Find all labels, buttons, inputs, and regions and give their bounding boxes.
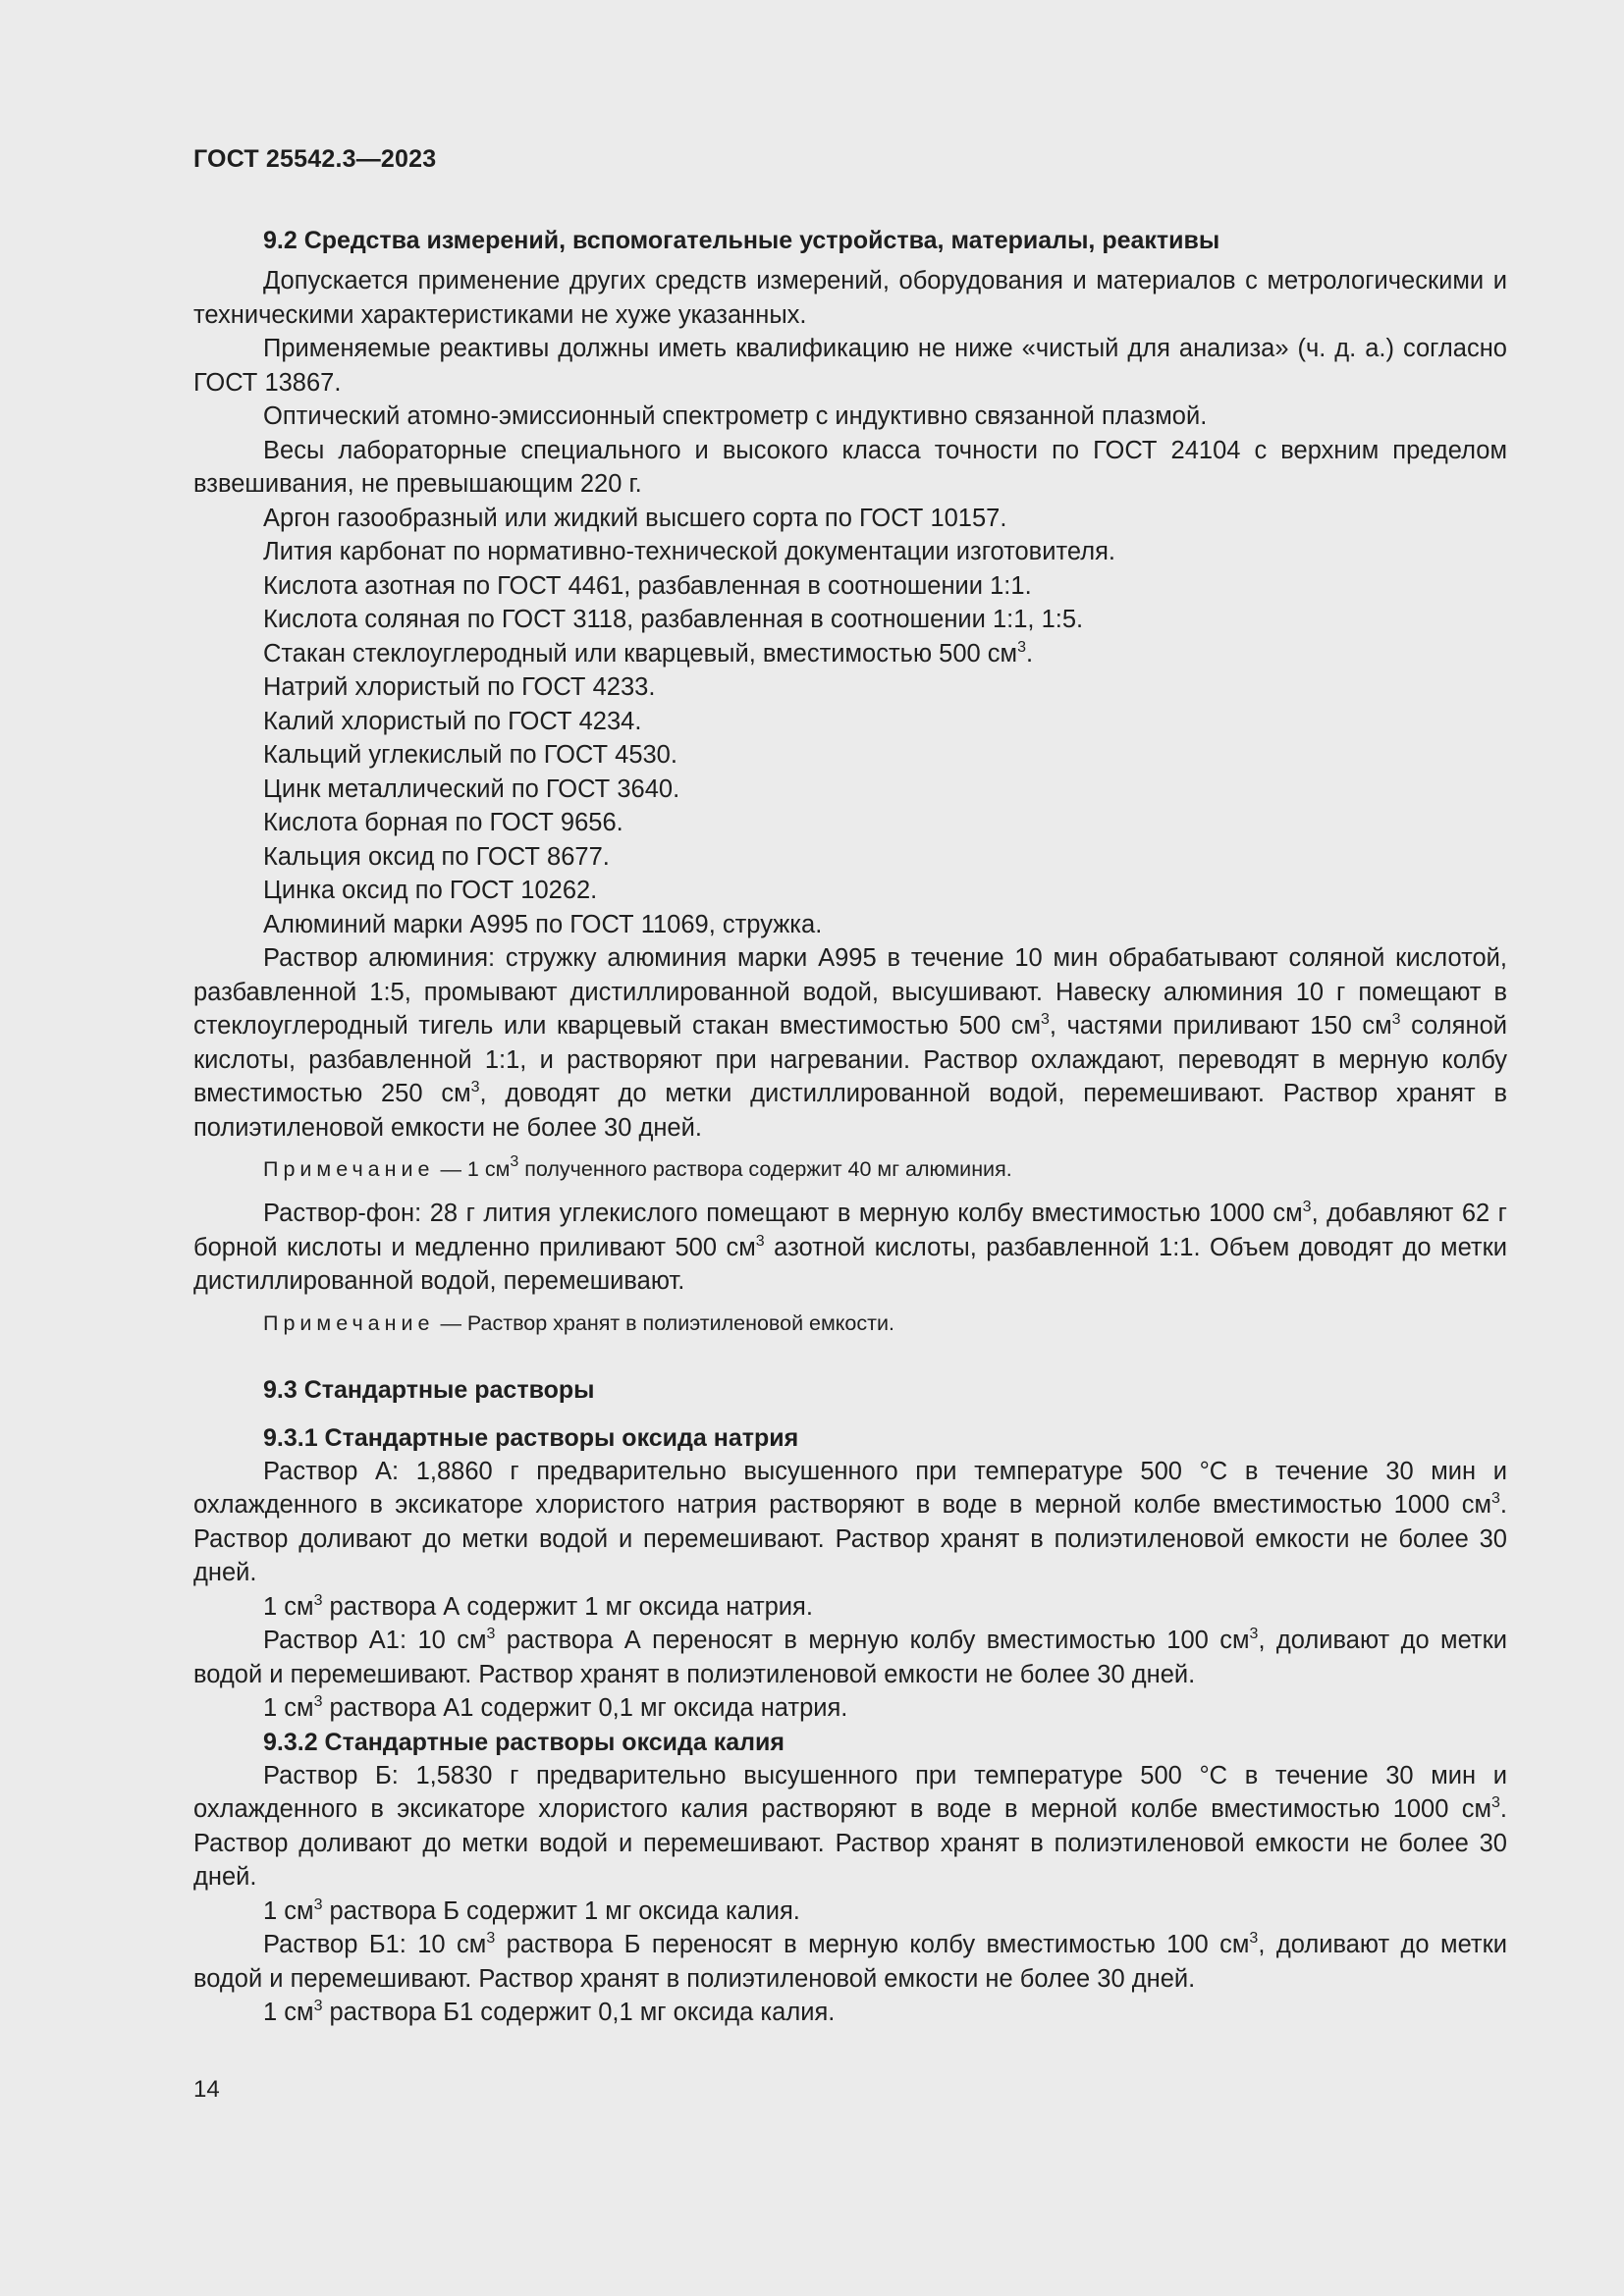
subsection-heading-9-3-2: 9.3.2 Стандартные растворы оксида калия [263,1728,785,1756]
solution-a1-content-text-1: 1 см [263,1694,314,1722]
paragraph-boric-acid: Кислота борная по ГОСТ 9656. [263,809,623,836]
paragraph-solution-a-content [193,1590,1507,1625]
background-solution-text-2: , добавляют 62 г борной кислоты и медленно приливают 500 см [193,1200,1507,1261]
solution-b-content-text-2: раствора Б содержит 1 мг оксида калия. [322,1896,800,1925]
paragraph-solution-a1 [193,1624,1507,1691]
solution-b1-text-2: раствора Б переносят в мерную колбу вместимостью 100 см [495,1931,1250,1958]
solution-a1-text-3: , доливают до метки водой и перемешивают. Раствор хранят в полиэтиленовой емкости не более 30 дней. [193,1627,1508,1688]
solution-b-text-1: Раствор Б: 1,5830 г предварительно высушенного при температуре 500 °С в течение 30 мин и охлажденного в эксикаторе хлористого калия растворяют в воде в мерной колбе вместимостью 1000 см [193,1761,1507,1823]
paragraph-nitric-acid: Кислота азотная по ГОСТ 4461, разбавленная в соотношении 1:1. [263,571,1032,600]
note-aluminium-text-2: полученного раствора содержит 40 мг алюминия. [518,1157,1012,1181]
solution-b1-text-3: , доливают до метки водой и перемешивают. Раствор хранят в полиэтиленовой емкости не более 30 дней. [193,1931,1507,1993]
aluminium-solution-text-4: , доводят до метки дистиллированной водой, перемешивают. Раствор хранят в полиэтиленовой емкости не более 30 дней. [193,1080,1507,1142]
cube-exponent: 3 [1491,1794,1500,1811]
solution-a-text-2: . Раствор доливают до метки водой и перемешивают. Раствор хранят в полиэтиленовой емкости не более 30 дней. [193,1491,1507,1586]
paragraph-solution-b1-content [193,1996,1507,2030]
solution-a-text-1: Раствор А: 1,8860 г предварительно высушенного при температуре 500 °С в течение 30 мин и охлажденного в эксикаторе хлористого натрия растворяют в воде в мерной колбе вместимостью 1000 см [193,1457,1507,1519]
section-heading-9-2: 9.2 Средства измерений, вспомогательные устройства, материалы, реактивы [263,227,1220,254]
solution-b1-content-text-2: раствора Б1 содержит 0,1 мг оксида калия. [322,1999,836,2026]
solution-b-text-2: . Раствор доливают до метки водой и перемешивают. Раствор хранят в полиэтиленовой емкости не более 30 дней. [193,1795,1507,1891]
beaker-text: Стакан стеклоуглеродный или кварцевый, вместимостью 500 см [263,639,1018,667]
paragraph-sodium-chloride: Натрий хлористый по ГОСТ 4233. [263,673,656,701]
paragraph-zinc-metal: Цинк металлический по ГОСТ 3640. [263,774,680,803]
paragraph-calcium-oxide: Кальция оксид по ГОСТ 8677. [263,842,610,871]
paragraph-solution-a [193,1455,1507,1590]
solution-b-content-text-1: 1 см [263,1896,314,1925]
paragraph-spectrometer: Оптический атомно-эмиссионный спектрометр с индуктивно связанной плазмой. [263,402,1208,430]
note-background-text: — Раствор хранят в полиэтиленовой емкости. [440,1310,894,1335]
note-aluminium-text-1: — 1 см [440,1157,511,1181]
paragraph-hydrochloric-acid: Кислота соляная по ГОСТ 3118, разбавленная в соотношении 1:1, 1:5. [263,606,1084,633]
solution-b1-text-1: Раствор Б1: 10 см [263,1931,487,1958]
solution-a1-content-text-2: раствора А1 содержит 0,1 мг оксида натрия. [322,1694,848,1722]
cube-exponent: 3 [510,1153,519,1170]
paragraph-argon: Аргон газообразный или жидкий высшего сорта по ГОСТ 10157. [263,504,1007,532]
cube-exponent: 3 [1491,1490,1500,1507]
cube-exponent: 3 [470,1079,480,1095]
solution-b1-content-text-1: 1 см [263,1999,314,2026]
paragraph-scales: Весы лабораторные специального и высокого класса точности по ГОСТ 24104 с верхним пределом взвешивания, не превышающим 220 г. [193,436,1507,498]
cube-exponent: 3 [313,1896,323,1913]
background-solution-text-1: Раствор-фон: 28 г лития углекислого помещают в мерную колбу вместимостью 1000 см [263,1200,1303,1227]
cube-exponent: 3 [313,1998,323,2014]
cube-exponent: 3 [1017,638,1026,656]
document-body [193,224,1507,2030]
beaker-text-end: . [1025,639,1034,667]
background-solution-text-3: азотной кислоты, разбавленной 1:1. Объем доводят до метки дистиллированной водой, перемешивают. [193,1233,1507,1295]
paragraph-calcium-carbonate: Кальций углекислый по ГОСТ 4530. [263,741,677,769]
paragraph-solution-a1-content [193,1691,1507,1726]
solution-a-content-text-2: раствора А содержит 1 мг оксида натрия. [322,1592,813,1621]
cube-exponent: 3 [1249,1626,1259,1642]
solution-a1-text-2: раствора А переносят в мерную колбу вместимостью 100 см [495,1627,1250,1654]
paragraph-background-solution [193,1197,1507,1299]
note-label: Примечание [263,1157,435,1181]
note-background-storage [193,1308,1507,1338]
aluminium-solution-text-2: , частями приливают 150 см [1049,1012,1392,1040]
paragraph-lithium-carbonate: Лития карбонат по нормативно-технической документации изготовителя. [263,538,1115,565]
paragraph-solution-b1 [193,1928,1507,1996]
paragraph-solution-b [193,1759,1507,1895]
paragraph-solution-b-content [193,1895,1507,1929]
document-code-header: ГОСТ 25542.3—2023 [193,145,437,173]
note-aluminium-content [193,1154,1507,1184]
cube-exponent: 3 [1391,1011,1401,1028]
aluminium-solution-text-1: Раствор алюминия: стружку алюминия марки А995 в течение 10 мин обрабатывают соляной кислотой, разбавленной 1:5, промывают дистиллированной водой, высушивают. Навеску алюминия 10 г помещают в стеклоуглеродный тигель или кварцевый стакан вместимостью 500 см [193,944,1507,1040]
cube-exponent: 3 [313,1693,323,1710]
cube-exponent: 3 [1249,1930,1259,1947]
cube-exponent: 3 [313,1591,323,1609]
page-number: 14 [193,2076,220,2103]
note-label: Примечание [263,1310,435,1335]
paragraph-aluminium-solution [193,941,1507,1145]
solution-a1-text-1: Раствор А1: 10 см [263,1627,487,1654]
cube-exponent: 3 [1041,1011,1050,1028]
subsection-heading-9-3-1: 9.3.1 Стандартные растворы оксида натрия [263,1423,799,1452]
solution-a-content-text-1: 1 см [263,1592,314,1621]
paragraph-zinc-oxide: Цинка оксид по ГОСТ 10262. [263,877,598,904]
paragraph-permitted-instruments: Допускается применение других средств измерений, оборудования и материалов с метрологическими и техническими характеристиками не хуже указанных. [193,267,1507,329]
aluminium-solution-text-3: соляной кислоты, разбавленной 1:1, и растворяют при нагревании. Раствор охлаждают, переводят в мерную колбу вместимостью 250 см [193,1012,1507,1107]
section-heading-9-3: 9.3 Стандартные растворы [263,1375,595,1404]
cube-exponent: 3 [486,1930,496,1947]
cube-exponent: 3 [755,1232,765,1250]
paragraph-reagent-qualification: Применяемые реактивы должны иметь квалификацию не ниже «чистый для анализа» (ч. д. а.) согласно ГОСТ 13867. [193,335,1507,397]
cube-exponent: 3 [1302,1199,1312,1215]
cube-exponent: 3 [486,1626,496,1642]
paragraph-aluminium-grade: Алюминий марки А995 по ГОСТ 11069, стружка. [263,910,823,938]
paragraph-beaker [193,637,1507,671]
paragraph-potassium-chloride: Калий хлористый по ГОСТ 4234. [263,707,642,735]
